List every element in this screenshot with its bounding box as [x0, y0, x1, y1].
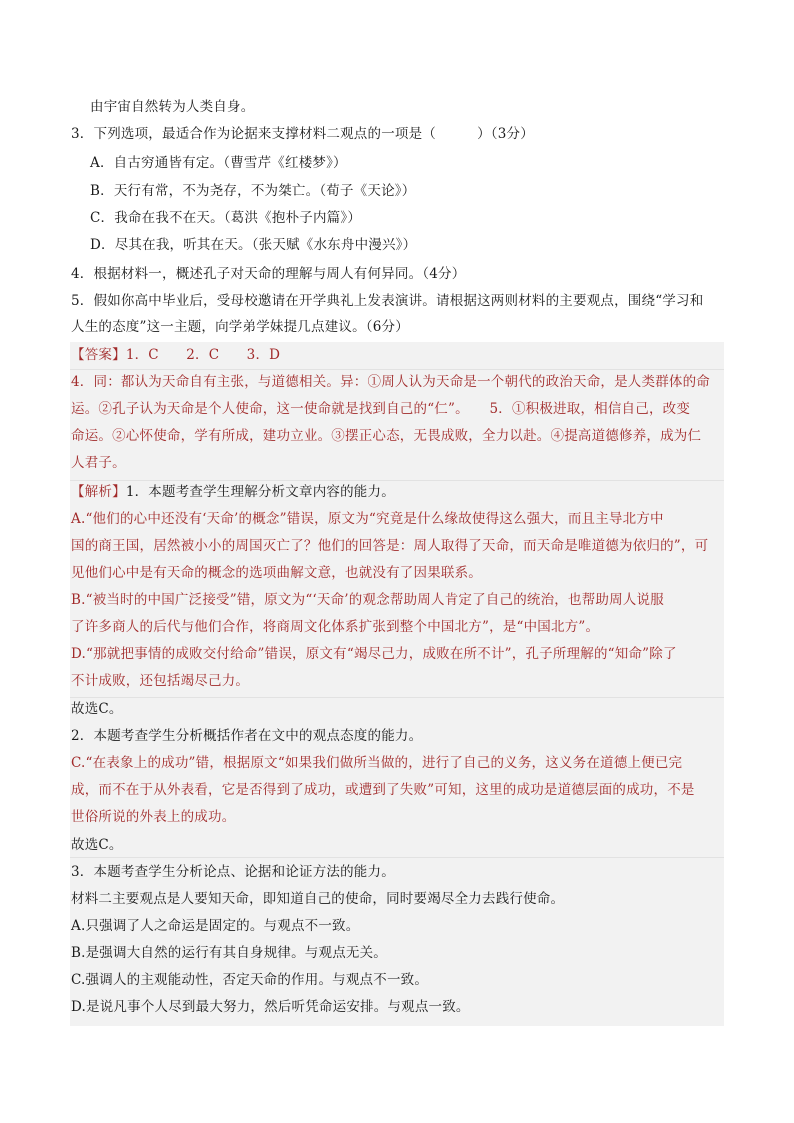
- analysis-selection: 故选C。: [71, 837, 123, 853]
- analysis-line: 了许多商人的后代与他们合作，将商周文化体系扩张到整个中国北方”，是“中国北方”。: [71, 619, 600, 635]
- analysis-item-3-head: 3．本题考查学生分析论点、论据和论证方法的能力。: [71, 864, 395, 880]
- question-3-option-d: D．尽其在我，听其在天。（张天赋《水东舟中漫兴》）: [90, 237, 417, 253]
- question-5-line-2: 人生的态度”这一主题，向学弟学妹提几点建议。（6分）: [71, 319, 409, 335]
- analysis-line: A.“他们的心中还没有‘天命’的概念”错误，原文为“究竟是什么缘故使得这么强大，而且主导北方中: [71, 511, 664, 527]
- analysis-heading: [71, 481, 724, 503]
- analysis-item-1-head: 1．本题考查学生理解分析文章内容的能力。: [125, 484, 395, 500]
- text-continuation: 由宇宙自然转为人类自身。: [90, 99, 255, 115]
- analysis-line: 成，而不在于从外表看，它是否得到了成功，或遭到了失败”可知，这里的成功是道德层面的成功，不是: [71, 782, 695, 798]
- divider: [70, 369, 724, 370]
- analysis-selection: 故选C。: [71, 701, 123, 717]
- question-3-option-c: C．我命在我不在天。（葛洪《抱朴子内篇》）: [90, 210, 362, 226]
- question-3-option-a: A．自古穷通皆有定。（曹雪芹《红楼梦》）: [90, 155, 347, 171]
- answer-line: 人君子。: [71, 455, 126, 471]
- answer-line: 4．同：都认为天命自有主张，与道德相关。异：①周人认为天命是一个朝代的政治天命，是人类群体的命: [71, 374, 710, 390]
- analysis-line: 不计成败，还包括竭尽己力。: [71, 673, 250, 689]
- analysis-option-d: D.是说凡事个人尽到最大努力，然后听凭命运安排。与观点一致。: [71, 999, 470, 1015]
- question-3-stem: 3．下列选项，最适合作为论据来支撑材料二观点的一项是（ ）（3分）: [71, 126, 534, 142]
- question-5-line-1: 5．假如你高中毕业后，受母校邀请在开学典礼上发表演讲。请根据这两则材料的主要观点，围绕“学习和: [71, 293, 704, 309]
- answer-tag: 【答案】: [71, 347, 126, 363]
- analysis-option-a: A.只强调了人之命运是固定的。与观点不一致。: [71, 918, 360, 934]
- analysis-line: 材料二主要观点是人要知天命，即知道自己的使命，同时要竭尽全力去践行使命。: [71, 891, 565, 907]
- analysis-line: 世俗所说的外表上的成功。: [71, 809, 236, 825]
- analysis-line: B.“被当时的中国广泛接受”错，原文为“‘天命’的观念帮助周人肯定了自己的统治，也帮助周人说服: [71, 592, 664, 608]
- answer-line: 运。②孔子认为天命是个人使命，这一使命就是找到自己的“仁”。 5．①积极进取，相信自己，改变: [71, 401, 691, 417]
- answer-heading: [71, 344, 724, 366]
- analysis-item-2-head: 2．本题考查学生分析概括作者在文中的观点态度的能力。: [71, 728, 423, 744]
- analysis-option-c: C.强调人的主观能动性，否定天命的作用。与观点不一致。: [71, 972, 429, 988]
- divider: [70, 857, 724, 858]
- question-3-option-b: B．天行有常，不为尧存，不为桀亡。（荀子《天论》）: [90, 183, 416, 199]
- analysis-tag: 【解析】: [71, 484, 126, 500]
- analysis-line: 见他们心中是有天命的概念的选项曲解文意，也就没有了因果联系。: [71, 565, 482, 581]
- analysis-option-b: B.是强调大自然的运行有其自身规律。与观点无关。: [71, 945, 388, 961]
- question-4: 4．根据材料一，概述孔子对天命的理解与周人有何异同。（4分）: [71, 266, 466, 282]
- analysis-line: 国的商王国，居然被小小的周国灭亡了？他们的回答是：周人取得了天命，而天命是唯道德为依归的”，可: [71, 538, 709, 554]
- answer-choices: 1．C 2．C 3．D: [125, 347, 281, 363]
- answer-line: 命运。②心怀使命，学有所成，建功立业。③摆正心态，无畏成败，全力以赴。④提高道德修养，成为仁: [71, 428, 702, 444]
- analysis-line: C.“在表象上的成功”错，根据原文“如果我们做所当做的，进行了自己的义务，这义务在道德上便已完: [71, 755, 683, 771]
- analysis-line: D.“那就把事情的成败交付给命”错误，原文有“竭尽己力，成败在所不计”，孔子所理解的“知命”除了: [71, 646, 677, 662]
